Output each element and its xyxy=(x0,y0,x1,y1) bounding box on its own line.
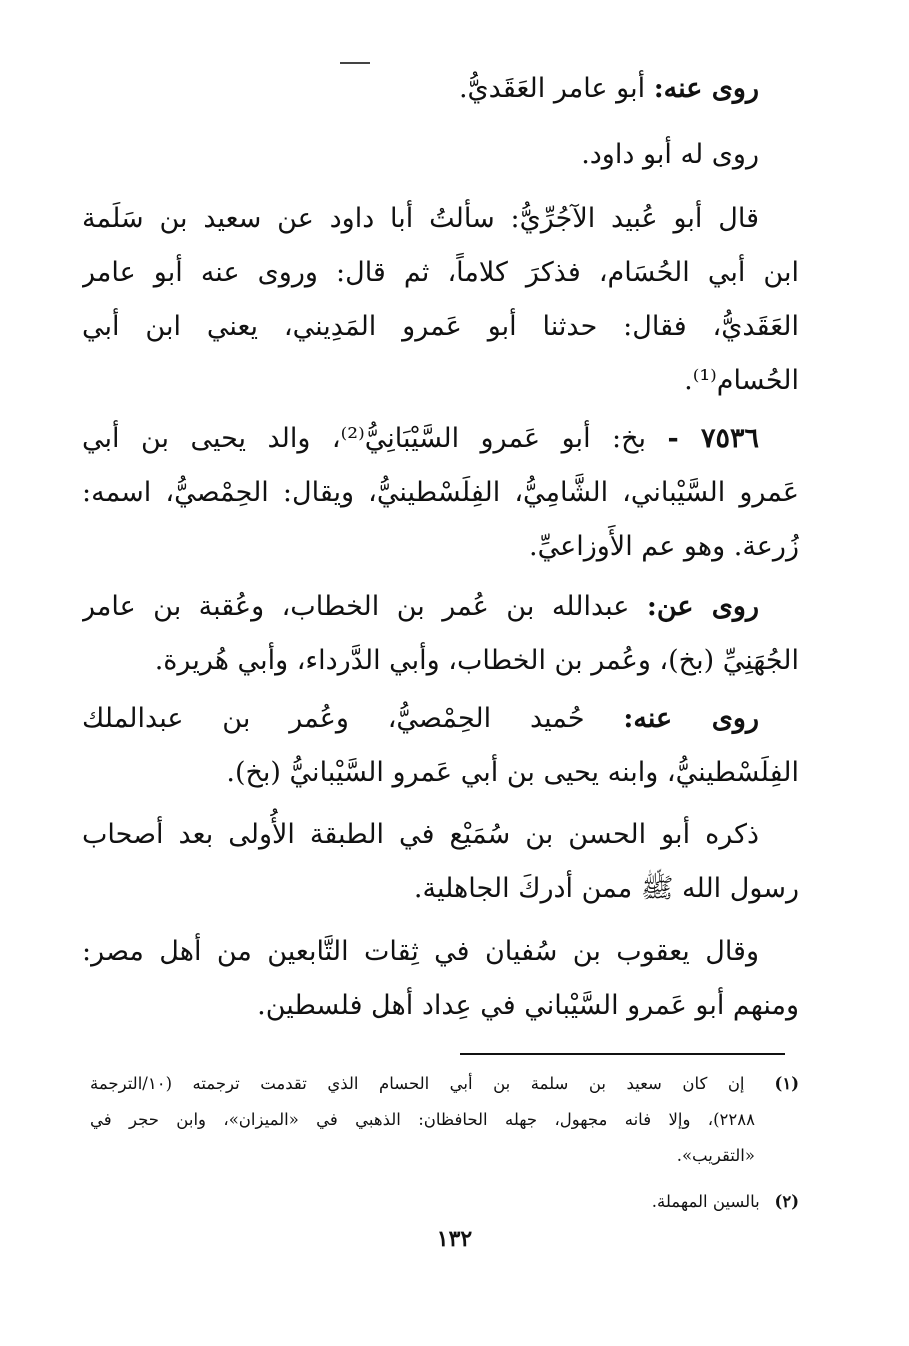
yaqub-paragraph xyxy=(82,925,799,1033)
entry-heading-line: عَمرو السَّيْباني، الشَّامِيُّ، الفِلَسْطينيُّ، ويقال: الحِمْصيُّ، اسمه: xyxy=(82,477,799,508)
footnote-2 xyxy=(90,1184,799,1220)
qala-line: ابن أبي الحُسَام، فذكرَ كلاماً، ثم قال: وروى عنه أبو عامر xyxy=(82,257,799,288)
footnote-number: (١) xyxy=(774,1074,799,1093)
yaqub-line: وقال يعقوب بن سُفيان في ثِقات التَّابعين من أهل مصر: xyxy=(82,936,759,967)
rawa-an-label: روى عن: xyxy=(646,591,759,622)
qala-line: العَقَديُّ، فقال: حدثنا أبو عَمرو المَدِيني، يعني ابن أبي xyxy=(82,311,799,342)
footnote-text: ٢٢٨٨)، وإلا فانه مجهول، جهله الحافظان: الذهبي في «الميزان»، وابن حجر في xyxy=(90,1110,755,1129)
dhakarahu-line: رسول الله ﷺ ممن أدركَ الجاهلية. xyxy=(413,873,799,904)
yaqub-line: ومنهم أبو عَمرو السَّيْباني في عِداد أهل فلسطين. xyxy=(257,990,799,1021)
footnote-text: بالسين المهملة. xyxy=(651,1192,760,1211)
entry-rawa-an xyxy=(82,580,799,688)
rawa-anhu-text: حُميد الحِمْصيُّ، وعُمر بن عبدالملك xyxy=(82,703,585,734)
footnote-text: «التقريب». xyxy=(676,1146,755,1165)
rawa-anhu-text: أبو عامر العَقَديُّ. xyxy=(458,73,646,104)
entry-rawa-anhu xyxy=(82,692,799,800)
rawa-anhu-label: روى عنه: xyxy=(623,703,759,734)
prev-entry-rawa-lahu: روى له أبو داود. xyxy=(581,139,759,170)
prev-entry-qala-paragraph xyxy=(82,192,799,408)
entry-heading-line: زُرعة. وهو عم الأَوزاعيِّ. xyxy=(529,531,799,562)
page-number: ١٣٢ xyxy=(436,1226,473,1252)
footnote-text: إن كان سعيد بن سلمة بن أبي الحسام الذي تقدمت ترجمته (١٠/الترجمة xyxy=(90,1074,745,1093)
rawa-anhu-line: الفِلَسْطينيُّ، وابنه يحيى بن أبي عَمرو السَّيْبانيُّ (بخ). xyxy=(226,757,799,788)
entry-7536-heading xyxy=(82,412,799,574)
dhakarahu-paragraph xyxy=(82,808,799,916)
rawa-an-line: الجُهَنِيِّ (بخ)، وعُمر بن الخطاب، وأبي الدَّرداء، وأبي هُريرة. xyxy=(154,645,799,676)
rawa-an-text: عبدالله بن عُمر بن الخطاب، وعُقبة بن عامر xyxy=(82,591,630,622)
qala-line: قال أبو عُبيد الآجُرِّيُّ: سألتُ أبا داود عن سعيد بن سَلَمة xyxy=(82,203,759,234)
footnote-1 xyxy=(90,1066,799,1174)
entry-number: ٧٥٣٦ - xyxy=(667,423,759,454)
footnote-separator xyxy=(460,1053,785,1055)
qala-line: الحُسام⁽¹⁾. xyxy=(684,365,799,396)
footnote-number: (٢) xyxy=(774,1192,799,1211)
dhakarahu-line: ذكره أبو الحسن بن سُمَيْع في الطبقة الأُولى بعد أصحاب xyxy=(82,819,759,850)
entry-heading-text: بخ: أبو عَمرو السَّيْبَانِيُّ⁽²⁾، والد يحيى بن أبي xyxy=(82,423,647,454)
prev-entry-rawa-anhu xyxy=(82,62,799,116)
rawa-anhu-label: روى عنه: xyxy=(653,73,759,104)
